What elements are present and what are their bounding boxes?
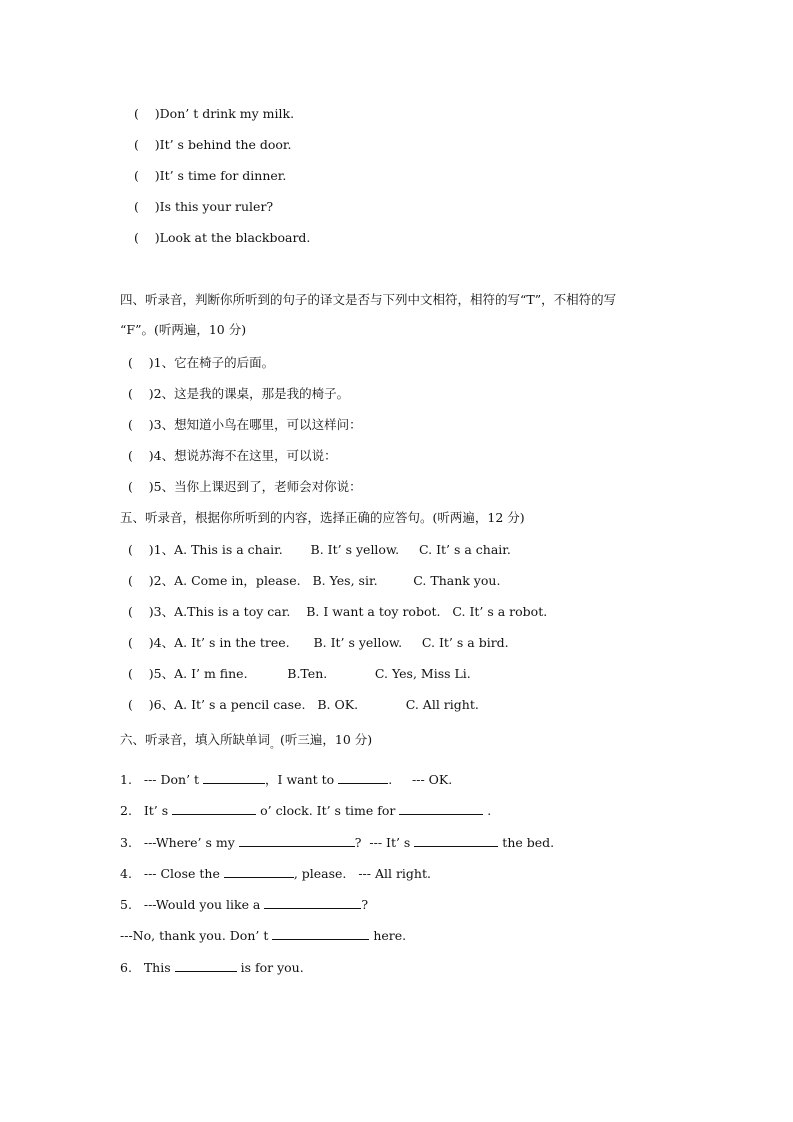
part6-title-dot: 。 [270,740,281,751]
q3-text-c: the bed. [498,835,555,850]
q3-text-b: ? --- It’ s [354,835,415,850]
part3-item-4: ( )Is this your ruler? [134,199,274,214]
q6-blank-1[interactable] [175,958,237,972]
part5-title: 五、听录音，根据你所听到的内容，选择正确的应答句。(听两遍，12 分) [120,510,525,525]
part3-item-5: ( )Look at the blackboard. [134,230,311,245]
q3-blank-2[interactable] [414,833,498,847]
part4-item-2: ( )2、这是我的课桌，那是我的椅子。 [128,386,350,401]
part6-q6 [120,958,304,976]
part3-item-3: ( )It’ s time for dinner. [134,168,287,183]
q1-text-a: 1. --- Don’ t [120,772,204,787]
q1-text-c: . --- OK. [388,772,453,787]
q4-text-b: , please. --- All right. [293,866,431,881]
part6-q5 [120,895,368,913]
part6-title-main: 六、听录音，填入所缺单词 [120,732,271,747]
q4-blank-1[interactable] [224,864,294,878]
part4-item-1: ( )1、它在椅子的后面。 [128,355,275,370]
part4-title-line2: “F”。(听两遍，10 分) [120,322,247,337]
q2-text-a: 2. It’ s [120,803,173,818]
part5-item-1: ( )1、A. This is a chair. B. It’ s yellow. C. It’ s a chair. [128,542,511,557]
part4-item-4: ( )4、想说苏海不在这里，可以说： [128,448,337,463]
q5b-blank-1[interactable] [272,926,369,940]
part3-item-2: ( )It’ s behind the door. [134,137,292,152]
part3-item-1: ( )Don’ t drink my milk. [134,106,295,121]
q1-blank-1[interactable] [203,770,265,784]
q4-text-a: 4. --- Close the [120,866,224,881]
q3-text-a: 3. ---Where’ s my [120,835,239,850]
part6-q1 [120,770,452,788]
part5-item-4: ( )4、A. It’ s in the tree. B. It’ s yellow. C. It’ s a bird. [128,635,509,650]
part5-item-3: ( )3、A.This is a toy car. B. I want a toy robot. C. It’ s a robot. [128,604,548,619]
q5b-text-a: ---No, thank you. Don’ t [120,928,273,943]
part6-title-tail: (听三遍，10 分) [280,732,373,747]
part4-item-5: ( )5、当你上课迟到了，老师会对你说： [128,479,362,494]
q2-blank-1[interactable] [172,801,256,815]
q1-text-b: ，I want to [265,772,339,787]
q2-text-b: o’ clock. It’ s time for [256,803,400,818]
part6-q4 [120,864,431,882]
part5-item-6: ( )6、A. It’ s a pencil case. B. OK. C. All right. [128,697,479,712]
q2-blank-2[interactable] [399,801,483,815]
part5-item-5: ( )5、A. I’ m fine. B.Ten. C. Yes, Miss Li. [128,666,471,681]
q3-blank-1[interactable] [239,833,355,847]
part6-title [120,732,372,750]
q1-blank-2[interactable] [338,770,388,784]
part6-q2 [120,801,491,819]
part6-q5-reply [120,926,406,944]
q5b-text-b: here. [369,928,407,943]
part6-q3 [120,833,554,851]
part4-title-line1: 四、听录音，判断你所听到的句子的译文是否与下列中文相符，相符的写“T”，不相符的写 [120,292,617,307]
q6-text-a: 6. This [120,960,175,975]
q5-blank-1[interactable] [264,895,361,909]
part4-item-3: ( )3、想知道小鸟在哪里，可以这样问： [128,417,362,432]
part5-item-2: ( )2、A. Come in，please. B. Yes, sir. C. Thank you. [128,573,501,588]
q2-text-c: . [483,803,492,818]
q5-text-a: 5. ---Would you like a [120,897,265,912]
q5-text-b: ? [361,897,369,912]
q6-text-b: is for you. [236,960,304,975]
